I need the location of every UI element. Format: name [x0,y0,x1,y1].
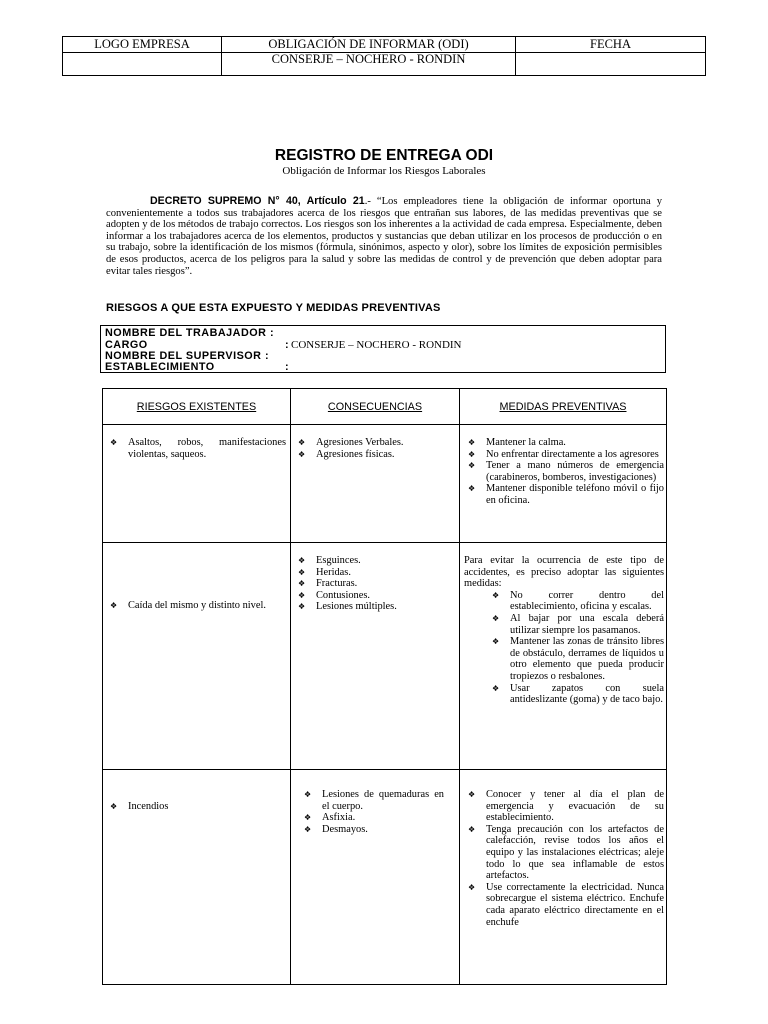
col-header-risks: RIESGOS EXISTENTES [136,401,257,413]
measure-item: ❖ No enfrentar directamente a los agresores [464,449,664,461]
consequence-item: ❖ Esguinces. [294,555,444,567]
section-title: RIESGOS A QUE ESTA EXPUESTO Y MEDIDAS PREVENTIVAS [106,302,441,314]
consequence-item: ❖ Fracturas. [294,578,444,590]
consequences-cell-1 [294,437,444,460]
measure-item: ❖ Use correctamente la electricidad. Nunca sobrecargue el sistema eléctrico. Enchufe cada aparato eléctrico directamente en el enchufe [464,882,664,928]
cargo-label: CARGO [105,339,148,351]
consequence-item: ❖ Lesiones múltiples. [294,601,444,613]
decree-text: .- “Los empleadores tiene la obligación de informar oportuna y convenientemente a todos sus trabajadores acerca de los riesgos que entrañan sus labores, de las medidas preventivas que se adopten y de los métodos de trabajo correctos. Los riesgos son los inherentes a la actividad de cada empresa. Especialmente, deben informar a los trabajadores acerca de los elementos, productos y sustancias que deban utilizar en los procesos de producción o en su trabajo, sobre la identificación de los mismos (fórmula, sinónimos, aspecto y olor), sobre los límites de exposición permisibles de esos productos, acerca de los peligros para la salud y sobre las medidas de control y de prevención que deben adoptar para evitar tales riesgos”. [106,196,662,277]
establishment-colon: : [285,361,289,373]
row-divider [103,542,666,543]
measures-cell-2 [464,555,664,706]
header-table [62,36,706,76]
page-title: REGISTRO DE ENTREGA ODI [274,147,494,164]
row-divider [103,424,666,425]
logo-cell: LOGO EMPRESA [63,37,222,53]
consequence-item: ❖ Asfixia. [300,812,444,824]
worker-row [105,327,274,339]
consequences-cell-3 [294,789,444,835]
measure-item: ❖ Al bajar por una escala deberá utilizar siempre los pasamanos. [488,613,664,636]
consequence-item: ❖ Agresiones Verbales. [294,437,444,449]
supervisor-label: NOMBRE DEL SUPERVISOR : [105,350,270,362]
worker-label: NOMBRE DEL TRABAJADOR : [105,327,275,339]
cargo-value: CONSERJE – NOCHERO - RONDIN [291,339,462,351]
risk-cell-2 [106,600,286,612]
establishment-row [105,361,289,373]
risk-table [102,388,667,985]
consequence-item: ❖ Contusiones. [294,590,444,602]
date-label: FECHA [516,37,706,53]
consequence-item: ❖ Desmayos. [300,824,444,836]
cargo-colon: : [285,339,289,351]
header-title: OBLIGACIÓN DE INFORMAR (ODI) [222,37,516,53]
consequence-item: ❖ Lesiones de quemaduras en el cuerpo. [300,789,444,812]
measure-item: ❖ No correr dentro del establecimiento, oficina y escalas. [488,590,664,613]
logo-blank [63,53,222,76]
establishment-label: ESTABLECIMIENTO [105,361,215,373]
header-subtitle: CONSERJE – NOCHERO - RONDIN [222,53,516,76]
risk-item: ❖ Incendios [106,801,286,813]
consequences-cell-2 [294,555,444,613]
measure-item: ❖ Conocer y tener al día el plan de emergencia y evacuación de su establecimiento. [464,789,664,824]
measures-cell-1 [464,437,664,507]
risk-item: ❖ Asaltos, robos, manifestaciones violentas, saqueos. [106,437,286,460]
risk-cell-1 [106,437,286,460]
column-divider [459,389,460,984]
worker-info-box [100,325,666,373]
measure-item: ❖ Mantener la calma. [464,437,664,449]
col-header-consequences: CONSECUENCIAS [327,401,423,413]
measures-cell-3 [464,789,664,928]
consequence-item: ❖ Heridas. [294,567,444,579]
risk-item: ❖ Caída del mismo y distinto nivel. [106,600,286,612]
column-divider [290,389,291,984]
row-divider [103,769,666,770]
measure-item: ❖ Tener a mano números de emergencia (carabineros, bomberos, investigaciones) [464,460,664,483]
measures-intro: Para evitar la ocurrencia de este tipo de accidentes, es preciso adoptar las siguientes medidas: [464,555,664,590]
measure-item: ❖ Usar zapatos con suela antideslizante (goma) y de taco bajo. [488,683,664,706]
date-value [516,53,706,76]
col-header-measures: MEDIDAS PREVENTIVAS [499,401,627,413]
page-subtitle: Obligación de Informar los Riesgos Laborales [282,165,486,177]
decree-reference: DECRETO SUPREMO N° 40, Artículo 21 [150,195,365,207]
measure-item: ❖ Mantener las zonas de tránsito libres de obstáculo, derrames de líquidos u otro elemento que pueda producir tropiezos o resbalones. [488,636,664,682]
measure-item: ❖ Tenga precaución con los artefactos de calefacción, revise todos los años el equipo y las instalaciones eléctricas; aleje todo lo que sea inflamable de estos artefactos. [464,824,664,882]
measure-item: ❖ Mantener disponible teléfono móvil o fijo en oficina. [464,483,664,506]
risk-cell-3 [106,801,286,813]
decree-paragraph [106,196,662,277]
consequence-item: ❖ Agresiones físicas. [294,449,444,461]
